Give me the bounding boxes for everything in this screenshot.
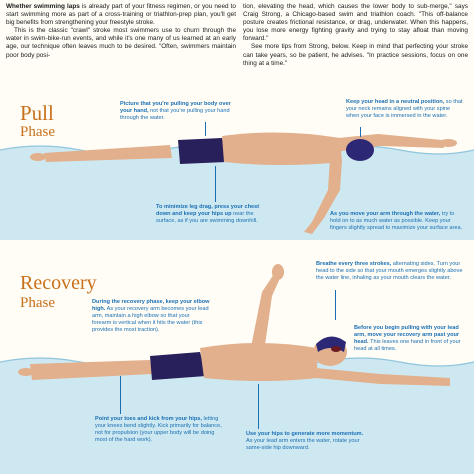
tip-recovery bbox=[92, 299, 210, 334]
tip-toes bbox=[95, 416, 225, 444]
tip-pulling-bold: Before you begin pulling with your lead arm, move your recovery arm past your head. bbox=[354, 325, 460, 345]
tip-hips-bold: Use your hips to generate more momentum. bbox=[246, 431, 364, 437]
tip-head-text: so that your neck remains aligned with your spine when your face is immersed in the water. bbox=[346, 99, 463, 119]
intro-paragraph-4: See more tips from Strong, below. Keep in mind that perfecting your stroke can take years, so be patient, he advises. "In practice sessions, focus on one thing at a time." bbox=[243, 43, 468, 67]
tip-breathe-text: alternating sides. Turn your head to the side so that your mouth emerges slightly above the water line, inhaling as your mouth clears the water. bbox=[316, 261, 463, 281]
intro-body: is already part of your fitness regimen, or you need to start swimming more as part of a cross-training or triathlon-prep plan, you'll get big benefits from strengthening your freestyle stroke. bbox=[6, 3, 236, 27]
recovery-phase-subtitle: Phase bbox=[20, 295, 55, 311]
tip-toes-bold: Point your toes and kick from your hips, bbox=[95, 416, 202, 422]
tip-recovery-bold: During the recovery phase, keep your elbow high. bbox=[92, 299, 210, 312]
tip-head-bold: Keep your head in a neutral position, bbox=[346, 99, 445, 105]
tip-picture-bold: Picture that you're pulling your body over your hand, bbox=[120, 101, 231, 114]
tip-breathe-leader bbox=[335, 290, 336, 320]
tip-pulling bbox=[354, 325, 468, 353]
pull-swimmer-cap bbox=[346, 139, 374, 161]
intro-column-right bbox=[243, 3, 468, 68]
recovery-swimmer-recovery-arm bbox=[250, 274, 280, 352]
pull-swimmer-suit bbox=[178, 138, 226, 164]
tip-breathe bbox=[316, 261, 468, 282]
pull-phase-subtitle: Phase bbox=[20, 124, 55, 140]
tip-head-leader bbox=[360, 127, 361, 137]
tip-arm bbox=[330, 211, 464, 232]
intro-lead: Whether swimming laps bbox=[6, 3, 80, 10]
intro-paragraph-1 bbox=[6, 3, 236, 27]
tip-arm-text: try to hold on to as much water as possible. Keep your fingers slightly spread to maximize your surface area. bbox=[330, 211, 463, 231]
tip-legs-leader bbox=[215, 166, 216, 202]
tip-recovery-text: As your recovery arm becomes your lead arm, maintain a high elbow so that your forearm is vertical when it hits the water (this provides the most traction). bbox=[92, 305, 209, 333]
recovery-swimmer-suit bbox=[150, 352, 206, 380]
tip-arm-bold: As you move your arm through the water, bbox=[330, 211, 441, 217]
tip-pulling-text: This leaves one hand in front of your head at all times. bbox=[354, 338, 461, 352]
tip-toes-text: letting your knees bend slightly. Kick primarily for balance, not for propulsion (your upper body will be doing most of the hard work). bbox=[95, 416, 222, 443]
tip-toes-leader bbox=[120, 376, 121, 414]
intro-paragraph-3: tion, elevating the head, which causes the lower body to sub-merge," says Craig Strong, a Chicago-based swim and triathlon coach. "This off-balance posture creates frictional resistance, or drag, underwater. When this happens, you lose more energy fighting gravity and trying to stay afloat than moving forward." bbox=[243, 3, 468, 43]
tip-breathe-bold: Breathe every three strokes, bbox=[316, 261, 392, 267]
tip-picture-leader bbox=[205, 122, 206, 136]
tip-legs-bold: To minimize leg drag, press your chest down and keep your hips up bbox=[156, 204, 260, 217]
tip-hips-leader bbox=[258, 384, 259, 429]
pull-phase-title: Pull bbox=[20, 101, 54, 125]
tip-picture bbox=[120, 101, 232, 122]
tip-hips bbox=[246, 431, 364, 452]
tip-legs bbox=[156, 204, 271, 225]
recovery-swimmer-goggles bbox=[331, 346, 341, 352]
tip-head bbox=[346, 99, 464, 120]
intro-paragraph-2: This is the classic "crawl" stroke most swimmers use to churn through the water in swim-bike-run events, and while it's one many of us learned at an early age, our technique often leaves much to be desired. "Often, swimmers maintain poor body posi- bbox=[6, 27, 236, 59]
tip-hips-text: As your lead arm enters the water, rotate your same-side hip downward. bbox=[246, 437, 360, 451]
tip-legs-text: near the surface, as if you are swimming downhill. bbox=[156, 210, 258, 224]
intro-column-left bbox=[6, 3, 236, 60]
recovery-phase-title: Recovery bbox=[20, 272, 97, 294]
tip-picture-text: not that you're pulling your hand through the water. bbox=[120, 107, 230, 121]
